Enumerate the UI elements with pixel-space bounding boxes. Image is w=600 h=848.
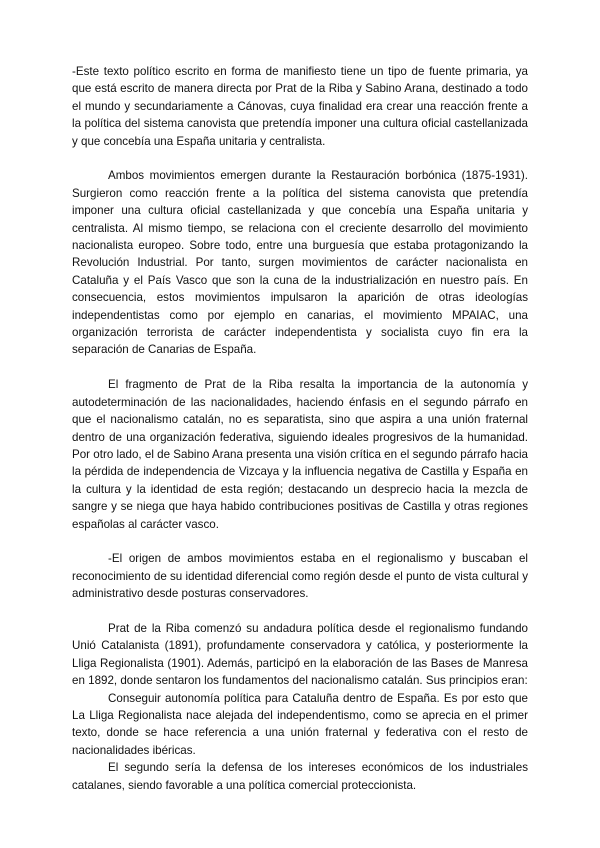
paragraph-text-analysis: El fragmento de Prat de la Riba resalta la importancia de la autonomía y autodeterminación de las nacionalidades, haciendo énfasis en el segundo párrafo en que el nacionalismo catalán, no es separatista, sino que aspira a una unión fraternal dentro de una organización federativa, siguiendo ideales progresivos de la humanidad. Por otro lado, el de Sabino Arana presenta una visión crítica en el segundo párrafo hacia la pérdida de independencia de Vizcaya y la influencia negativa de Castilla y España en la cultura y la identidad de esta región; destacando un desprecio hacia la mezcla de sangre y se niega que haya habido contribuciones positivas de Castilla y otras regiones españolas al carácter vasco. <box>72 378 528 531</box>
paragraph-source-type: -Este texto político escrito en forma de manifiesto tiene un tipo de fuente primaria, ya que está escrito de manera directa por Prat de la Riba y Sabino Arana, destinado a todo el mundo y secundariamente a Cánovas, cuya finalidad era crear una reacción frente a la política del sistema canovista que pretendía imponer una cultura oficial castellanizada y que concebía una España unitaria y centralista. <box>72 65 528 148</box>
paragraph-prat-de-la-riba: Prat de la Riba comenzó su andadura política desde el regionalismo fundando Unió Catalanista (1891), profundamente conservadora y católica, y posteriormente la Lliga Regionalista (1901). Además, participó en la elaboración de las Bases de Manresa en 1892, donde sentaron los fundamentos del nacionalismo catalán. Sus principios eran: <box>72 621 528 688</box>
document-page <box>72 63 528 794</box>
paragraph-principle-one: Conseguir autonomía política para Cataluña dentro de España. Es por esto que La Lliga Regionalista nace alejada del independentismo, como se aprecia en el primer texto, donde se hace referencia a una unión fraternal y federativa con el resto de nacionalidades ibéricas. <box>72 691 528 757</box>
paragraph-historical-context: Ambos movimientos emergen durante la Restauración borbónica (1875-1931). Surgieron como reacción frente a la política del sistema canovista que pretendía imponer una cultura oficial castellanizada y que concebía una España unitaria y centralista. Al mismo tiempo, se relaciona con el creciente desarrollo del movimiento nacionalista europeo. Sobre todo, entre una burguesía que estaba protagonizando la Revolución Industrial. Por tanto, surgen movimientos de carácter nacionalista en Cataluña y el País Vasco que son la cuna de la industrialización en nuestro país. En consecuencia, estos movimientos impulsaron la aparición de otras ideologías independentistas como por ejemplo en canarias, el movimiento MPAIAC, una organización terrorista de carácter independentista y socialista cuyo fin era la separación de Canarias de España. <box>72 169 528 357</box>
paragraph-origin: -El origen de ambos movimientos estaba en el regionalismo y buscaban el reconocimiento de su identidad diferencial como región desde el punto de vista cultural y administrativo desde posturas conservadores. <box>72 552 528 601</box>
paragraph-principle-two: El segundo sería la defensa de los intereses económicos de los industriales catalanes, siendo favorable a una política comercial proteccionista. <box>72 761 528 792</box>
